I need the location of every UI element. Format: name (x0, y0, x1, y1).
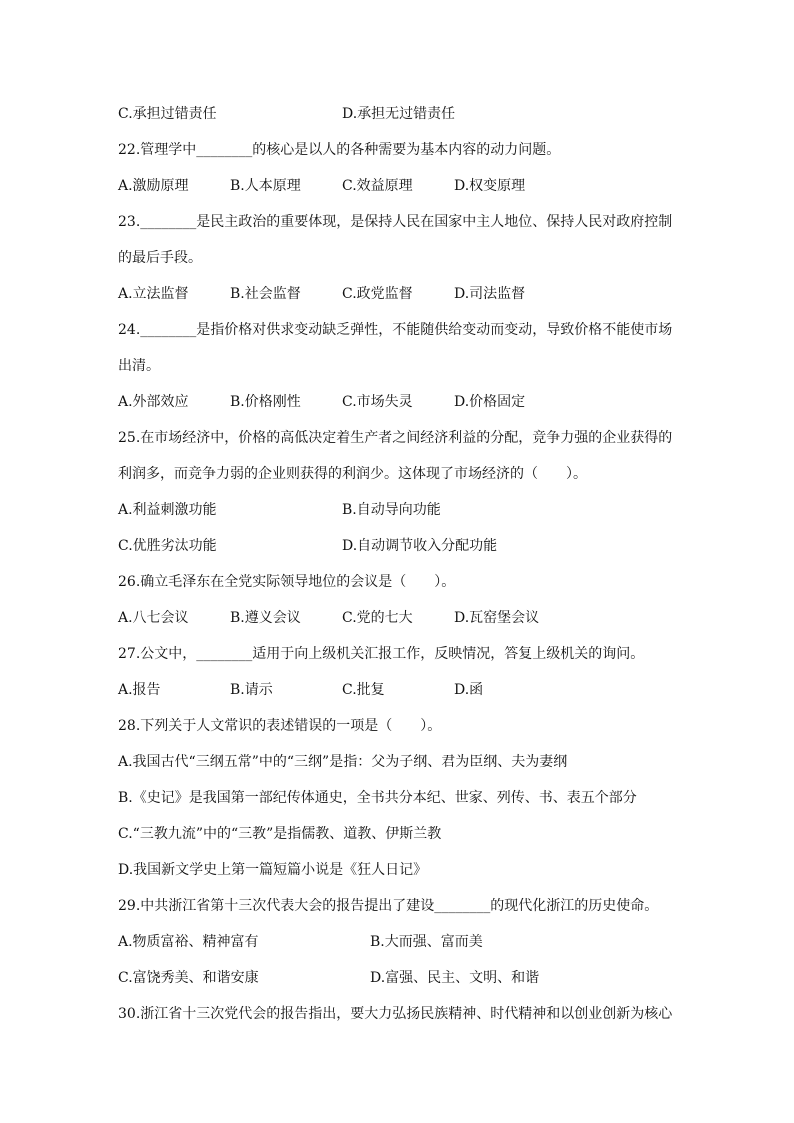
q23-option-c: C.政党监督 (342, 286, 413, 302)
question-30: 30.浙江省十三次党代会的报告指出，要大力弘扬民族精神、时代精神和以创业创新为核心 (118, 1006, 673, 1022)
q22-option-d: D.权变原理 (454, 178, 526, 194)
q29-option-b: B.大而强、富而美 (370, 934, 483, 950)
q23-option-b: B.社会监督 (230, 286, 301, 302)
q28-option-a: A.我国古代“三纲五常”中的“三纲”是指：父为子纲、君为臣纲、夫为妻纲 (118, 754, 568, 770)
q26-option-d: D.瓦窑堡会议 (454, 610, 540, 626)
question-25-line-1: 25.在市场经济中，价格的高低决定着生产者之间经济利益的分配，竞争力强的企业获得的 (118, 430, 673, 446)
q24-option-c: C.市场失灵 (342, 394, 413, 410)
q27-option-b: B.请示 (230, 682, 273, 698)
question-28: 28.下列关于人文常识的表述错误的一项是（ ）。 (118, 718, 442, 734)
q28-option-b: B.《史记》是我国第一部纪传体通史，全书共分本纪、世家、列传、书、表五个部分 (118, 790, 637, 806)
q25-option-a: A.利益刺激功能 (118, 502, 217, 518)
q27-option-c: C.批复 (342, 682, 385, 698)
question-27: 27.公文中，________适用于向上级机关汇报工作，反映情况，答复上级机关的询问。 (118, 646, 645, 662)
question-25-line-2: 利润多，而竞争力弱的企业则获得的利润少。这体现了市场经济的（ ）。 (118, 466, 587, 482)
q24-option-a: A.外部效应 (118, 394, 189, 410)
q22-option-b: B.人本原理 (230, 178, 301, 194)
q27-option-d: D.函 (454, 682, 484, 698)
q26-option-c: C.党的七大 (342, 610, 413, 626)
q24-option-b: B.价格刚性 (230, 394, 301, 410)
q21-option-c: C.承担过错责任 (118, 106, 217, 122)
q25-option-b: B.自动导向功能 (342, 502, 441, 518)
q29-option-c: C.富饶秀美、和谐安康 (118, 970, 259, 986)
q28-option-d: D.我国新文学史上第一篇短篇小说是《狂人日记》 (118, 862, 428, 878)
question-23-line-2: 的最后手段。 (118, 250, 202, 266)
q25-option-d: D.自动调节收入分配功能 (342, 538, 498, 554)
question-22: 22.管理学中________的核心是以人的各种需要为基本内容的动力问题。 (118, 142, 561, 158)
question-24-line-1: 24.________是指价格对供求变动缺乏弹性，不能随供给变动而变动，导致价格不能使市场 (118, 322, 673, 338)
q28-option-c: C.“三教九流”中的“三教”是指儒教、道教、伊斯兰教 (118, 826, 442, 842)
q26-option-a: A.八七会议 (118, 610, 189, 626)
q26-option-b: B.遵义会议 (230, 610, 301, 626)
q22-option-a: A.激励原理 (118, 178, 189, 194)
q23-option-a: A.立法监督 (118, 286, 189, 302)
q29-option-a: A.物质富裕、精神富有 (118, 934, 259, 950)
q24-option-d: D.价格固定 (454, 394, 526, 410)
question-24-line-2: 出清。 (118, 358, 160, 374)
q25-option-c: C.优胜劣汰功能 (118, 538, 217, 554)
q22-option-c: C.效益原理 (342, 178, 413, 194)
question-23-line-1: 23.________是民主政治的重要体现，是保持人民在国家中主人地位、保持人民对政府控制 (118, 214, 673, 230)
q21-option-d: D.承担无过错责任 (342, 106, 456, 122)
q29-option-d: D.富强、民主、文明、和谐 (370, 970, 540, 986)
question-29: 29.中共浙江省第十三次代表大会的报告提出了建设________的现代化浙江的历史使命。 (118, 898, 659, 914)
q23-option-d: D.司法监督 (454, 286, 526, 302)
question-26: 26.确立毛泽东在全党实际领导地位的会议是（ ）。 (118, 574, 456, 590)
q27-option-a: A.报告 (118, 682, 161, 698)
